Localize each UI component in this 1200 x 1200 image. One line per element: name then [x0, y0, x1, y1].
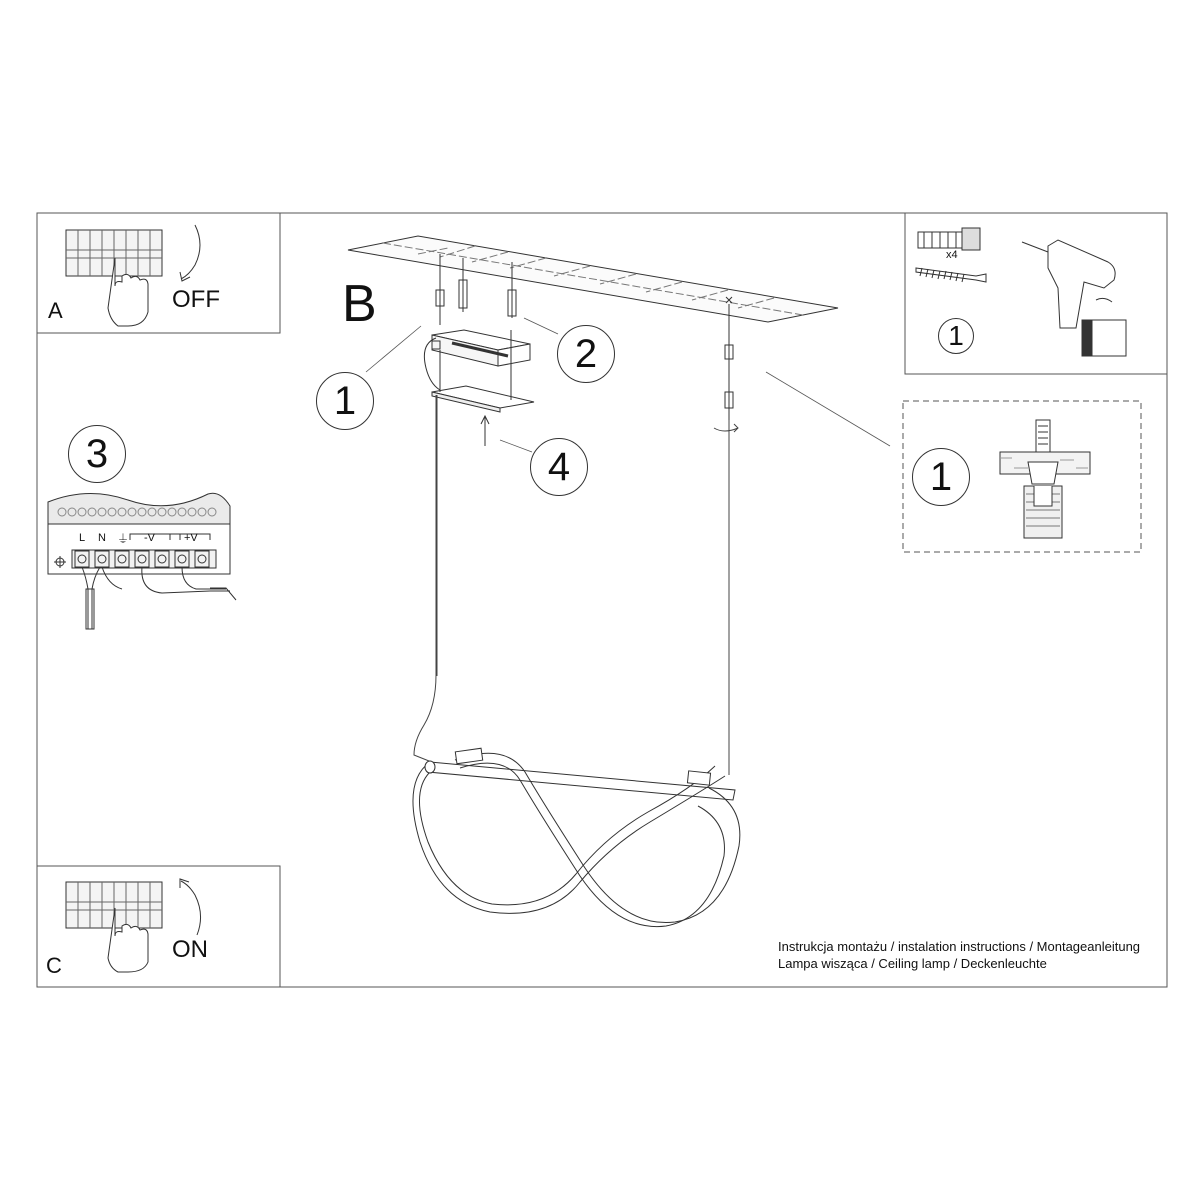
sheet-caption — [778, 938, 1140, 972]
caption-line-1: Instrukcja montażu / instalation instructions / Montageanleitung — [778, 939, 1141, 954]
leader-step2 — [524, 318, 558, 334]
drill-icon — [1022, 240, 1126, 356]
detail-step-marker: 1 — [912, 448, 970, 506]
lamp-body — [413, 748, 740, 926]
step-1-marker: 1 — [316, 372, 374, 430]
step-2-marker: 2 — [557, 325, 615, 383]
step-3-marker: 3 — [68, 425, 126, 483]
panel-c-letter: C — [46, 953, 62, 978]
screw-icon — [916, 268, 986, 282]
tools-step-marker: 1 — [938, 318, 974, 354]
terminal-label-ground: ⏚ — [117, 532, 130, 546]
step-4-marker: 4 — [530, 438, 588, 496]
leader-detail — [766, 372, 890, 446]
terminal-label-minus-v: -V — [144, 532, 155, 544]
terminal-label-l: L — [79, 532, 86, 544]
quantity-label: x4 — [946, 249, 958, 261]
wall-plug-icon — [918, 228, 980, 250]
anchor-detail — [1000, 420, 1090, 538]
leader-step4 — [500, 440, 532, 452]
on-label: ON — [172, 936, 208, 963]
terminal-block-illustration — [48, 493, 236, 629]
caption-line-2: Lampa wisząca / Ceiling lamp / Deckenleuchte — [778, 956, 1047, 971]
canopy-box — [424, 330, 534, 446]
terminal-label-plus-v: +V — [184, 532, 198, 544]
panel-a-letter: A — [48, 298, 63, 323]
terminal-label-n: N — [98, 532, 106, 544]
panel-b-letter: B — [342, 275, 377, 333]
off-label: OFF — [172, 286, 220, 313]
